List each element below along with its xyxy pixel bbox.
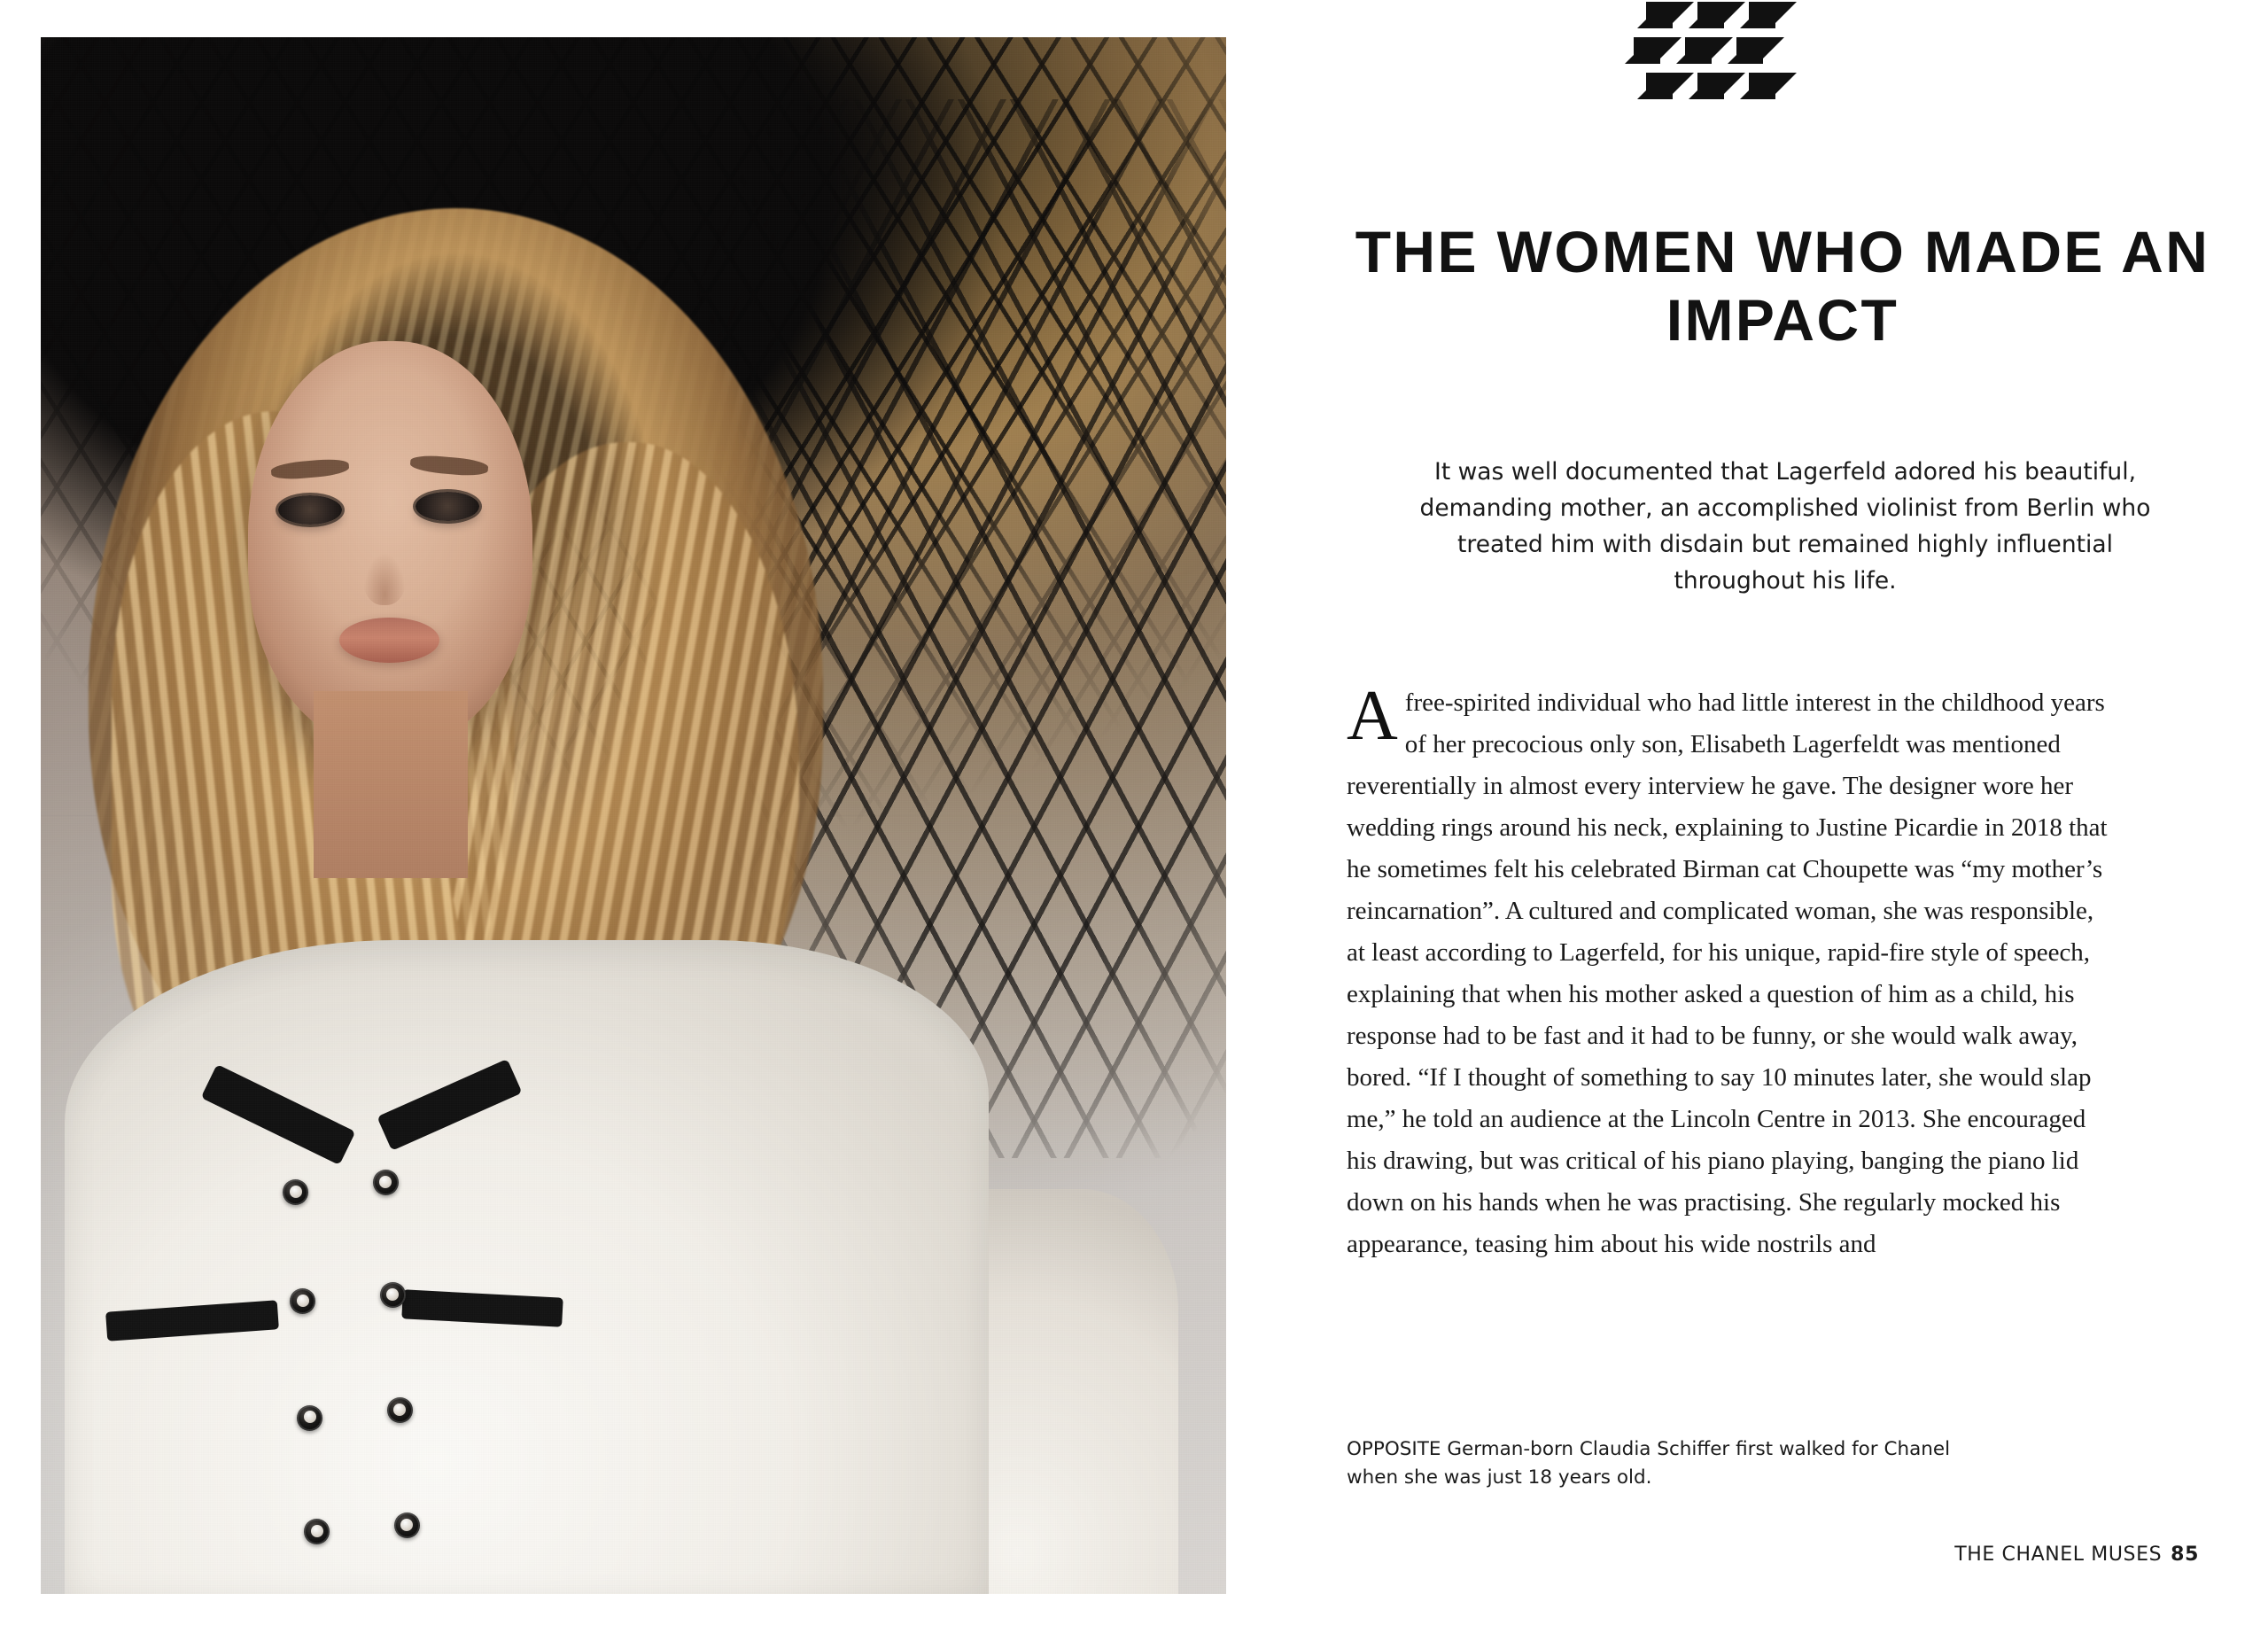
- model-neck: [314, 691, 468, 878]
- jacket-button: [290, 1288, 315, 1314]
- model-face: [248, 341, 532, 746]
- runway-photograph: [41, 37, 1226, 1594]
- jacket-button: [394, 1512, 420, 1538]
- text-page: [1329, 0, 2233, 1633]
- body-text-column: [1347, 677, 2113, 1265]
- jacket-button: [297, 1405, 322, 1431]
- standfirst-paragraph: It was well documented that Lagerfeld adored his beautiful, demanding mother, an accomplished violinist from Berlin who treated him with disdain but remained highly influential throughout his life.: [1419, 457, 2151, 595]
- running-head-title: THE CHANEL MUSES: [1954, 1544, 2163, 1566]
- jacket-button: [283, 1179, 308, 1205]
- jacket-button: [380, 1282, 406, 1308]
- jacket-button: [387, 1397, 413, 1423]
- model-nose: [363, 553, 406, 606]
- model-eye-left: [278, 495, 342, 525]
- page-number: 85: [2171, 1544, 2199, 1566]
- page-title: THE WOMEN WHO MADE AN IMPACT: [1355, 219, 2210, 354]
- tweed-jacket: [65, 940, 990, 1594]
- photo-page: [41, 37, 1226, 1594]
- jacket-button: [373, 1170, 399, 1195]
- jacket-button: [304, 1519, 330, 1544]
- model-lips: [339, 618, 439, 663]
- photo-caption: OPPOSITE German-born Claudia Schiffer first walked for Chanel when she was just 18 years old.: [1347, 1437, 1951, 1489]
- houndstooth-logo-icon: [1621, 0, 1807, 146]
- body-paragraph: free-spirited individual who had little interest in the childhood years of her precocious only son, Elisabeth Lagerfeldt was mentioned reverentially in almost every interview he gave. The designer wore her wedding rings around his neck, explaining to Justine Picardie in 2018 that he sometimes felt his celebrated Birman cat Choupette was “my mother’s reincarnation”. A cultured and complicated woman, she was responsible, at least according to Lagerfeld, for his unique, rapid-fire style of speech, explaining that when his mother asked a question of him as a child, his response had to be fast and it had to be funny, or she would walk away, bored. “If I thought of something to say 10 minutes later, she would slap me,” he told an audience at the Lincoln Centre in 2013. She encouraged his drawing, but was critical of his piano playing, banging the piano lid down on his hands when he was practising. She regularly mocked his appearance, teasing him about his wide nostrils and: [1347, 688, 2108, 1258]
- drop-cap: A: [1347, 677, 1398, 755]
- running-footer: [1954, 1544, 2199, 1566]
